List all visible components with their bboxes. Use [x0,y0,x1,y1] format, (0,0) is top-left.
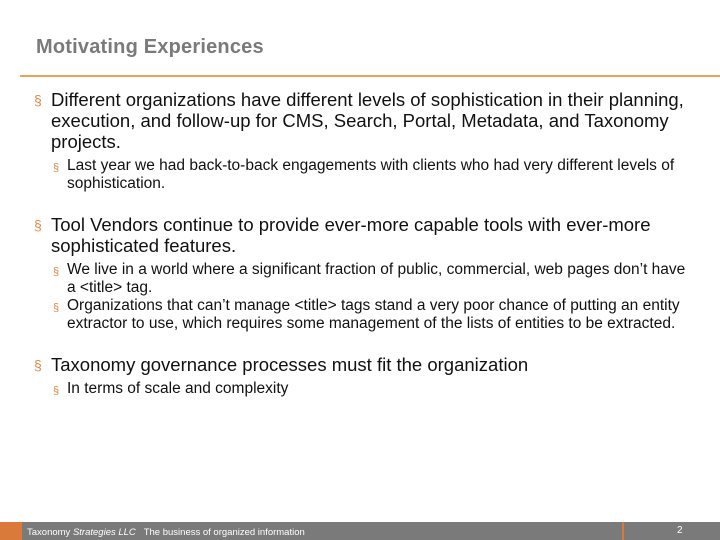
slide-title: Motivating Experiences [36,36,264,58]
footer-accent-block [0,522,22,540]
bullet-icon: § [53,266,60,278]
bullet-3-sub-1-text: In terms of scale and complexity [67,380,289,397]
bullet-icon: § [53,385,60,397]
bullet-2-sub-1 [53,261,694,297]
bullet-1-sub-1-text: Last year we had back-to-back engagements with clients who had very different levels of sophistication. [67,157,675,192]
bullet-2-sub-2-text: Organizations that can’t manage <title> tags stand a very poor chance of putting an entity extractor to use, which requires some management of the lists of entities to be extracted. [67,297,680,332]
bullet-icon: § [53,302,60,314]
footer-separator [622,522,624,540]
bullet-2-text: Tool Vendors continue to provide ever-more capable tools with ever-more sophisticated features. [51,214,651,256]
title-divider [20,75,720,77]
bullet-icon: § [34,357,42,373]
bullet-icon: § [34,217,42,233]
slide-content [34,89,694,398]
page-number: 2 [677,525,683,536]
footer-text [27,527,305,538]
bullet-icon: § [53,162,60,174]
company-suffix: Strategies LLC [72,527,136,538]
bullet-2-sub-1-text: We live in a world where a significant fraction of public, commercial, web pages don’t have a <title> tag. [67,261,686,296]
bullet-1-sub-1 [53,157,694,193]
bullet-2-sub-2 [53,297,694,333]
company-name: Taxonomy [27,527,71,538]
bullet-3 [34,354,694,375]
bullet-1-text: Different organizations have different levels of sophistication in their planning, execution, and follow-up for CMS, Search, Portal, Metadata, and Taxonomy projects. [51,89,684,152]
footer-tagline: The business of organized information [143,527,305,538]
bullet-2 [34,214,694,256]
bullet-3-sub-1 [53,380,694,398]
footer-bar [0,522,720,540]
bullet-3-text: Taxonomy governance processes must fit the organization [51,354,529,375]
bullet-icon: § [34,92,42,108]
bullet-1 [34,89,694,152]
